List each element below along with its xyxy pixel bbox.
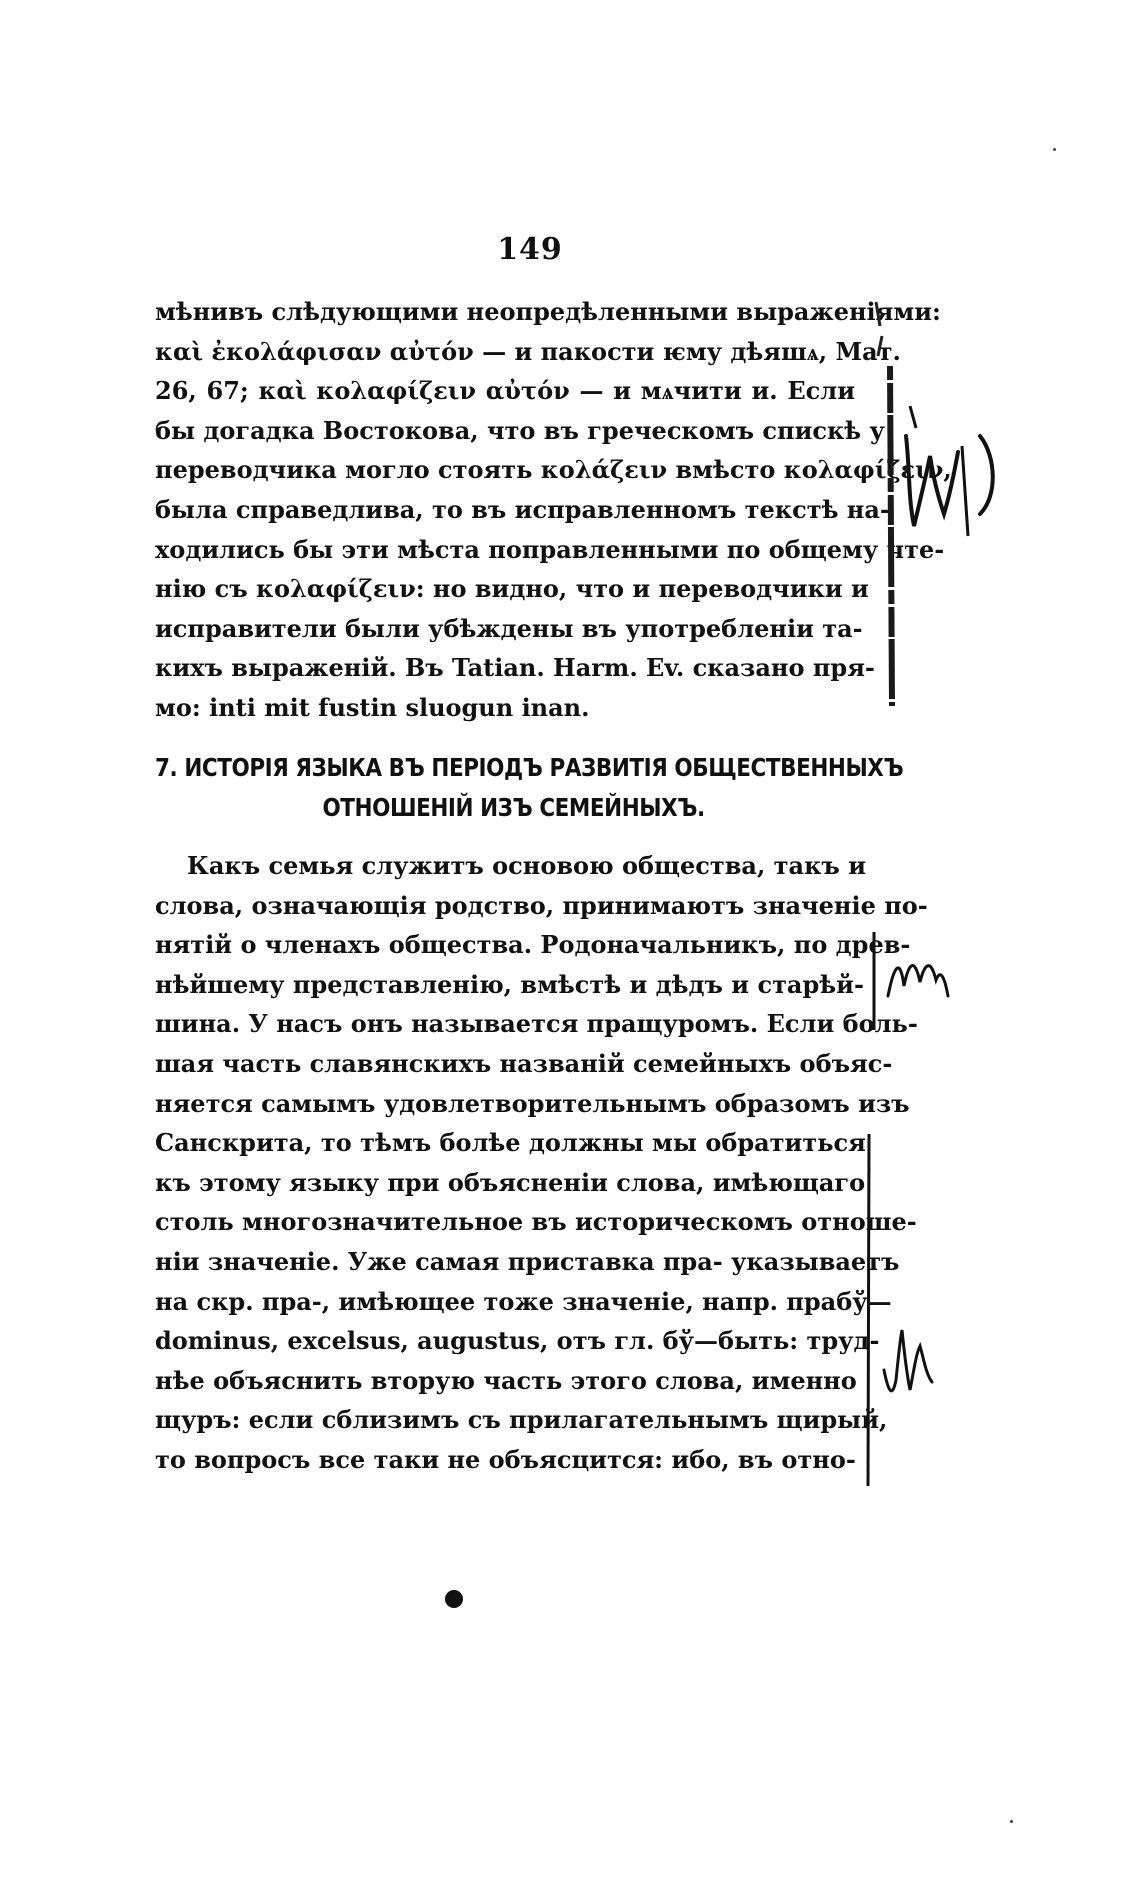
- page-number: 149: [497, 232, 563, 267]
- margin-annotation-line-lower: [862, 1130, 876, 1490]
- ink-dot: [445, 1590, 463, 1608]
- text-line: кихъ выраженій. Въ Tatian. Harm. Ev. сказано пря-: [155, 653, 875, 683]
- text-line: няется самымъ удовлетворительнымъ образомъ изъ: [155, 1088, 910, 1118]
- text-line: нятій о членахъ общества. Родоначальникъ, по древ-: [155, 930, 911, 960]
- text-line: шина. У насъ онъ называется пращуромъ. Если боль-: [155, 1009, 918, 1039]
- paragraph-continued: [155, 292, 952, 728]
- section-heading: [155, 748, 904, 828]
- text-line: 26, 67; καὶ κολαφίζειν αὐτόν — и мѧчити и. Если: [155, 376, 855, 406]
- text-line: переводчика могло стоять κολάζειν вмѣсто κολαφίζειν,: [155, 455, 952, 485]
- text-line: мѣнивъ слѣдующими неопредѣленными выраженіями:: [155, 297, 941, 326]
- text-line: мо: inti mit fustin sluogun inan.: [155, 692, 590, 722]
- text-line: щуръ: если сблизимъ съ прилагательнымъ щирый,: [155, 1405, 888, 1435]
- text-line: шая часть славянскихъ названій семейныхъ объяс-: [155, 1048, 893, 1078]
- margin-annotation-mark-top: [870, 296, 1020, 716]
- text-line: dominus, excelsus, augustus, отъ гл. бў—быть: труд-: [155, 1326, 880, 1356]
- text-line: къ этому языку при объясненіи слова, имѣющаго: [155, 1167, 866, 1197]
- text-line: бы догадка Востокова, что въ греческомъ спискѣ у: [155, 415, 885, 445]
- text-line: на скр. пра-, имѣющее тоже значеніе, напр. прабў—: [155, 1286, 892, 1316]
- scan-speck: [1053, 148, 1056, 151]
- text-line: ходились бы эти мѣста поправленными по общему чте-: [155, 534, 945, 564]
- text-line: нѣе объяснить вторую часть этого слова, именно: [155, 1365, 857, 1395]
- text-line: слова, означающія родство, принимаютъ значеніе по-: [155, 890, 928, 920]
- margin-annotation-mark-middle: [866, 926, 976, 1036]
- scan-speck: [1010, 1820, 1013, 1823]
- text-line: καὶ ἐκολάφισαν αὐτόν — и пакости ѥму дѣяшѧ, Мат.: [155, 336, 901, 366]
- section-heading-line-1: 7. ИСТОРІЯ ЯЗЫКА ВЪ ПЕРІОДЪ РАЗВИТІЯ ОБЩЕСТВЕННЫХЪ: [155, 753, 904, 782]
- paragraph-section-7: [155, 846, 928, 1480]
- text-line: была справедлива, то въ исправленномъ текстѣ на-: [155, 494, 890, 524]
- text-line: то вопросъ все таки не объясцится: ибо, въ отно-: [155, 1444, 856, 1474]
- text-line: столь многозначительное въ историческомъ отноше-: [155, 1207, 917, 1237]
- text-line: Санскрита, то тѣмъ болѣе должны мы обратиться: [155, 1128, 866, 1158]
- text-line: нѣйшему представленію, вмѣстѣ и дѣдъ и старѣй-: [155, 969, 864, 999]
- text-line: нію съ κολαφίζειν: но видно, что и переводчики и: [155, 574, 869, 604]
- text-line: Какъ семья служитъ основою общества, такъ и: [187, 851, 866, 880]
- margin-annotation-mark-bottom: [878, 1320, 938, 1410]
- text-line: исправители были убѣждены въ употребленіи та-: [155, 613, 863, 643]
- section-heading-line-2: ОТНОШЕНІЙ ИЗЪ СЕМЕЙНЫХЪ.: [322, 793, 705, 822]
- text-line: ніи значеніе. Уже самая приставка пра- указываетъ: [155, 1246, 900, 1276]
